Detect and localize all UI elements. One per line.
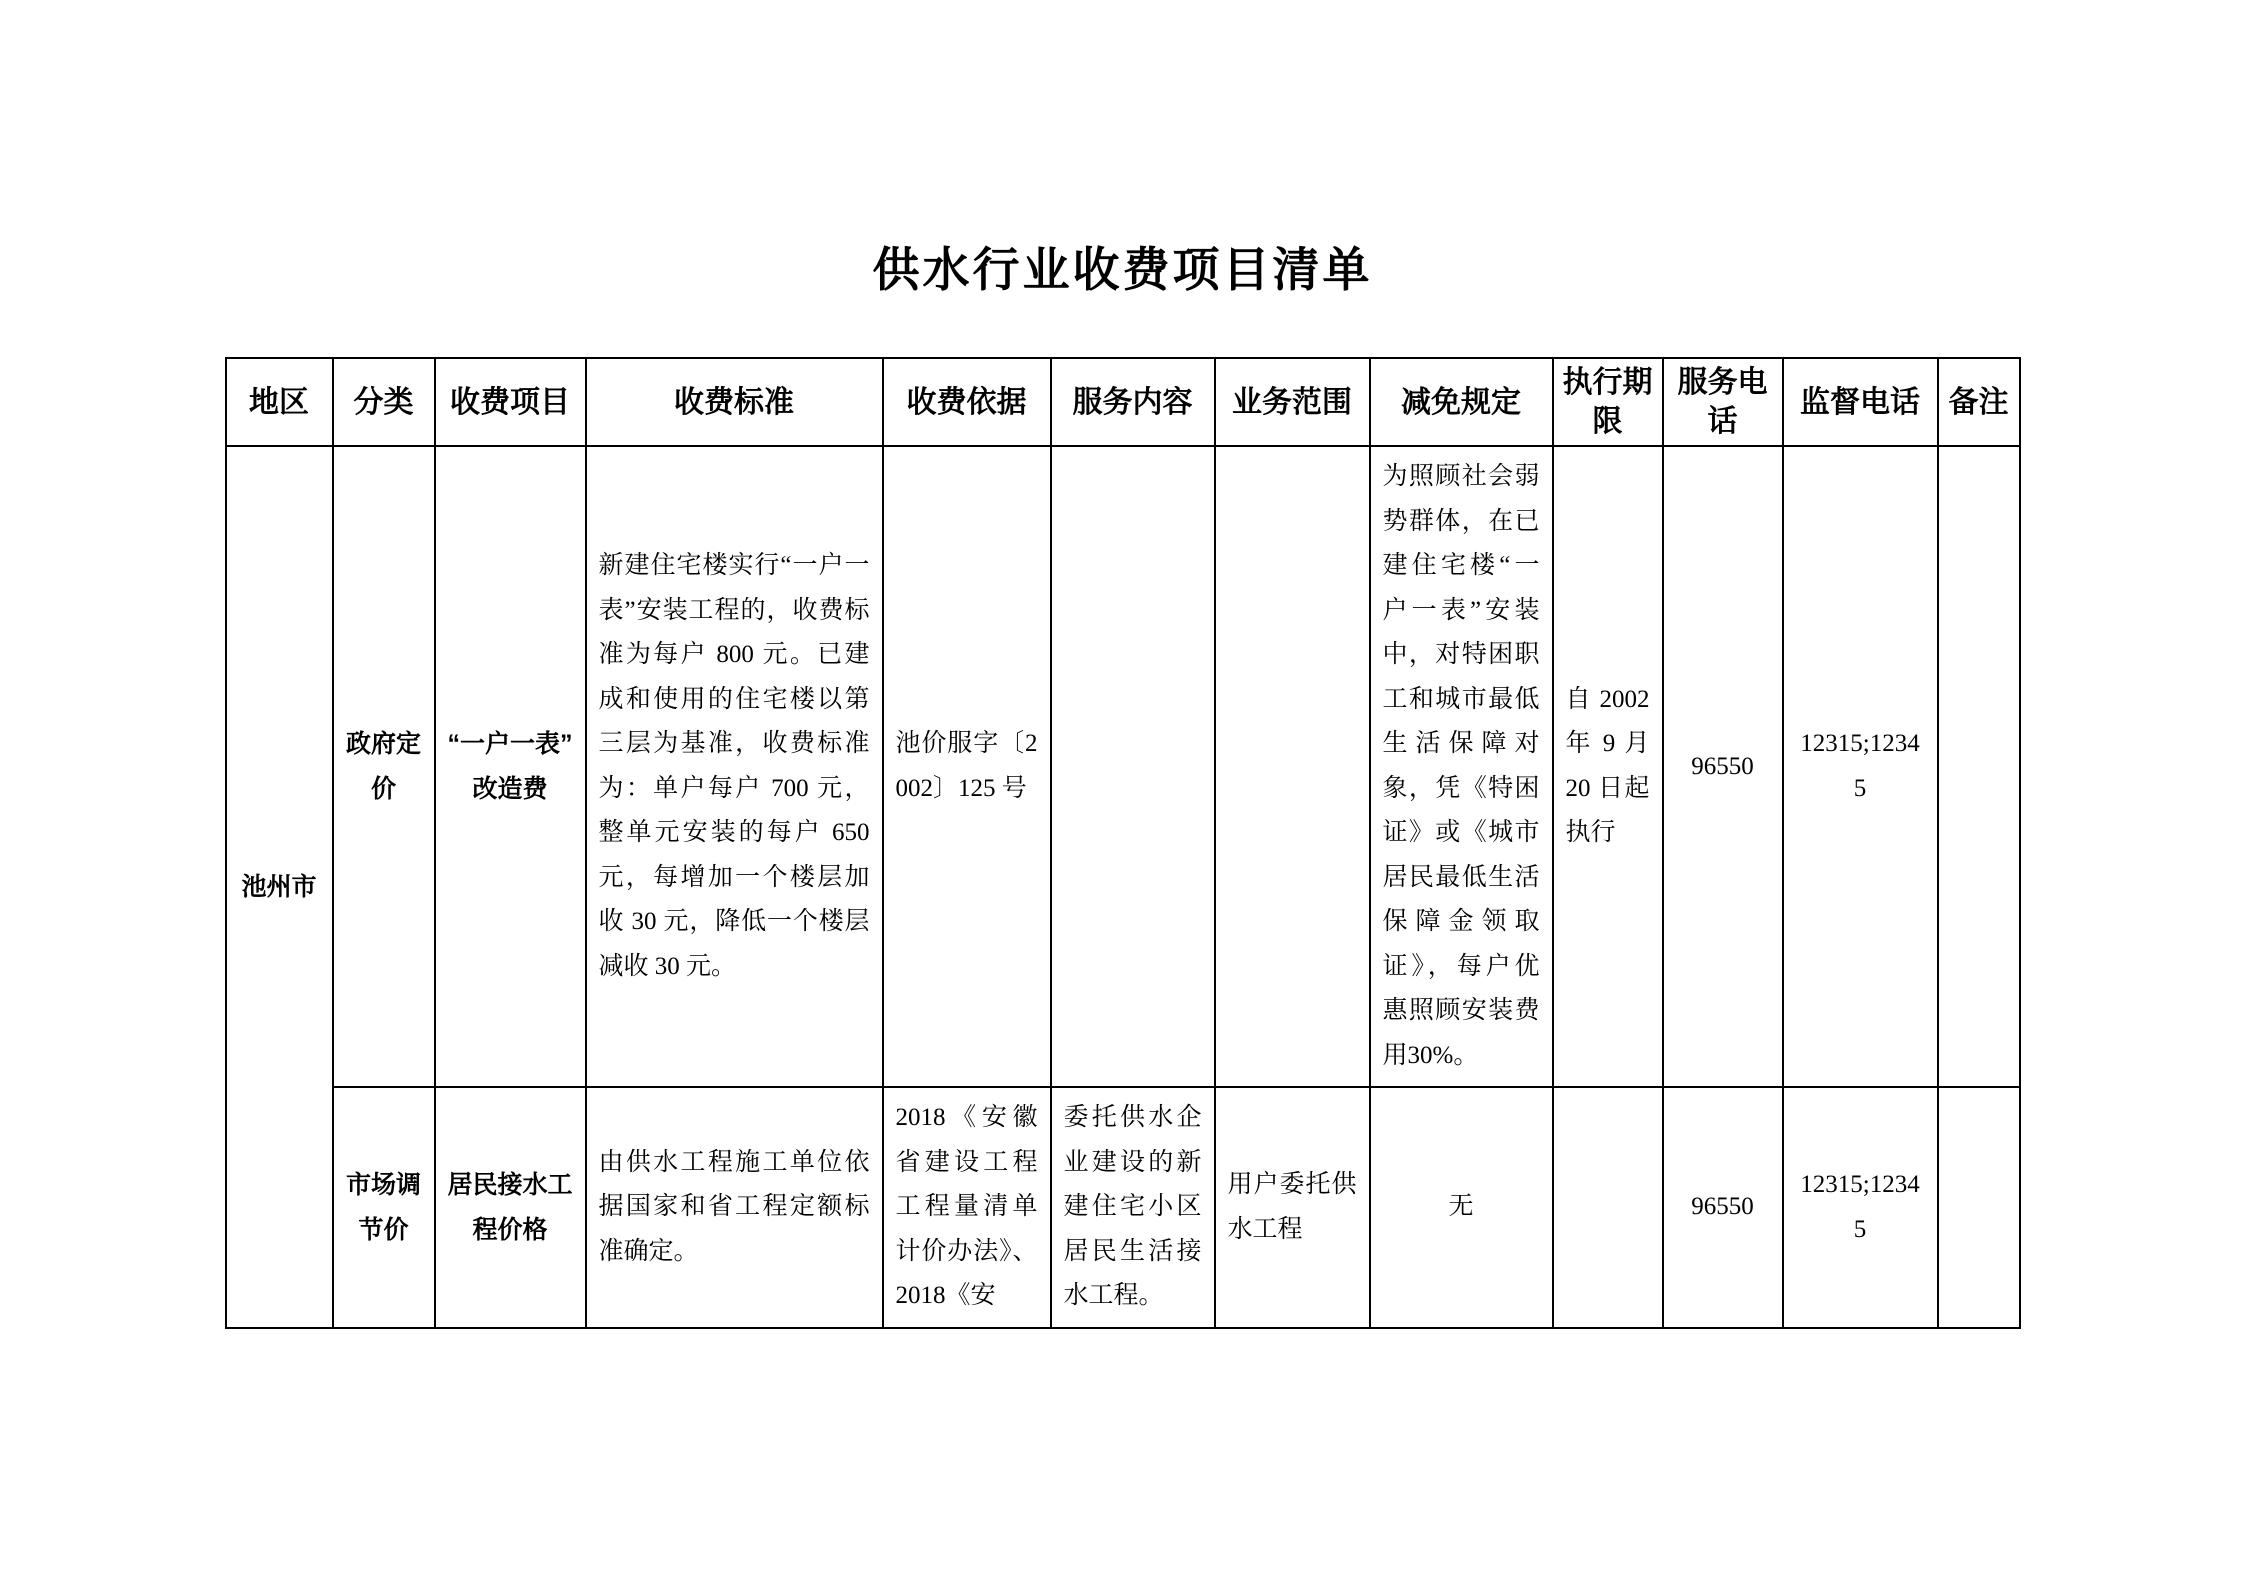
table-header-row: [226, 358, 2020, 446]
cell-service-content: [1051, 446, 1215, 1087]
cell-reduction-rules: 为照顾社会弱势群体，在已建住宅楼“一户一表”安装中，对特困职工和城市最低生活保障对象，凭《特困证》或《城市居民最低生活保障金领取证》，每户优惠照顾安装费用30%。: [1370, 446, 1553, 1087]
cell-service-phone: 96550: [1663, 446, 1783, 1087]
cell-business-scope: [1215, 446, 1370, 1087]
cell-fee-basis: 池价服字〔2002〕125 号: [883, 446, 1051, 1087]
column-header-remark: 备注: [1938, 358, 2020, 446]
cell-service-content: 委托供水企业建设的新建住宅小区居民生活接水工程。: [1051, 1087, 1215, 1328]
column-header-fee-item: 收费项目: [435, 358, 586, 446]
cell-remark: [1938, 446, 2020, 1087]
column-header-region: 地区: [226, 358, 333, 446]
column-header-fee-basis: 收费依据: [883, 358, 1051, 446]
column-header-business-scope: 业务范围: [1215, 358, 1370, 446]
page-title: 供水行业收费项目清单: [872, 245, 1373, 297]
cell-execution-period: 自 2002 年 9 月 20 日起执行: [1553, 446, 1663, 1087]
cell-reduction-rules: 无: [1370, 1087, 1553, 1328]
column-header-supervision-phone: 监督电话: [1783, 358, 1938, 446]
cell-category: 市场调节价: [333, 1087, 435, 1328]
cell-service-phone: 96550: [1663, 1087, 1783, 1328]
cell-region: 池州市: [226, 446, 333, 1328]
cell-fee-item: 居民接水工程价格: [435, 1087, 586, 1328]
column-header-category: 分类: [333, 358, 435, 446]
cell-business-scope: 用户委托供水工程: [1215, 1087, 1370, 1328]
column-header-service-phone: 服务电话: [1663, 358, 1783, 446]
cell-fee-standard: 新建住宅楼实行“一户一表”安装工程的，收费标准为每户 800 元。已建成和使用的住宅楼以第三层为基准，收费标准为：单户每户 700 元，整单元安装的每户 650 元，每增加一个楼层加收 30 元，降低一个楼层减收 30 元。: [586, 446, 883, 1087]
cell-remark: [1938, 1087, 2020, 1328]
table-row: [226, 446, 2020, 1087]
cell-fee-standard: 由供水工程施工单位依据国家和省工程定额标准确定。: [586, 1087, 883, 1328]
cell-supervision-phone: 12315;12345: [1783, 1087, 1938, 1328]
cell-category: 政府定价: [333, 446, 435, 1087]
cell-execution-period: [1553, 1087, 1663, 1328]
cell-supervision-phone: 12315;12345: [1783, 446, 1938, 1087]
cell-fee-basis: 2018《安徽省建设工程工程量清单计价办法》、2018《安: [883, 1087, 1051, 1328]
column-header-fee-standard: 收费标准: [586, 358, 883, 446]
table-row: [226, 1087, 2020, 1328]
fee-schedule-table: [225, 357, 2021, 1329]
column-header-execution-period: 执行期限: [1553, 358, 1663, 446]
column-header-reduction-rules: 减免规定: [1370, 358, 1553, 446]
column-header-service-content: 服务内容: [1051, 358, 1215, 446]
cell-fee-item: “一户一表”改造费: [435, 446, 586, 1087]
